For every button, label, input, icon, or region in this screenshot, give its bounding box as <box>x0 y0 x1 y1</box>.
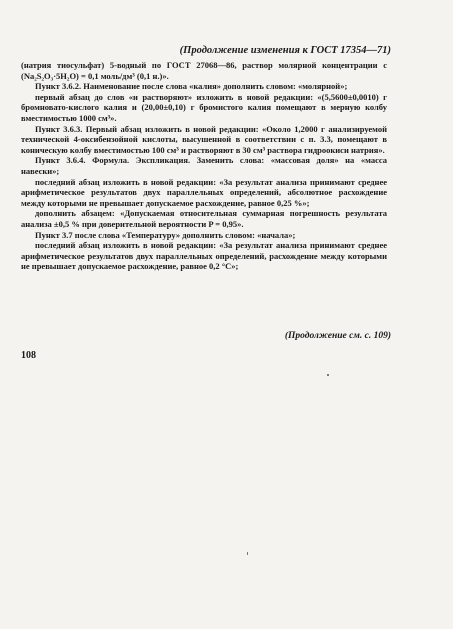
paragraph: первый абзац до слов «и растворяют» изложить в новой редакции: «(5,5600±0,0010) г бромновато-кислого калия и (20,00±0,10) г бромистого калия помещают в мерную колбу вместимостью 1000 см³». <box>21 91 387 123</box>
page-number: 108 <box>21 350 36 361</box>
continued-note: (Продолжение см. с. 109) <box>284 331 391 341</box>
paragraph: Пункт 3.6.4. Формула. Экспликация. Заменить слова: «массовая доля» на «масса навески»; <box>21 155 387 176</box>
paragraph: Пункт 3.7 после слова «Температуру» дополнить словом: «начала»; <box>35 229 296 240</box>
scan-speck <box>327 374 329 376</box>
body-text <box>21 60 387 272</box>
paragraph: последний абзац изложить в новой редакции: «За результат анализа принимают среднее арифметическое результатов двух параллельных определений, расхождение между которыми не превышает допускаемое расхождение, равное 0,2 °С»; <box>21 240 387 272</box>
paragraph: Пункт 3.6.3. Первый абзац изложить в новой редакции: «Около 1,2000 г анализируемой технической 4-оксибензойной кислоты, высушенной в соответствии с п. 3.3, помещают в коническую колбу вместимостью 100 см³ и растворяют в 30 см³ раствора гидроокиси натрия». <box>21 123 387 155</box>
scan-speck <box>247 552 248 555</box>
paragraph: последний абзац изложить в новой редакции: «За результат анализа принимают среднее арифметическое результатов двух параллельных определений, абсолютное расхождение между которыми не превышает допускаемое расхождение, равное 0,25 %»; <box>21 176 387 208</box>
continuation-header: (Продолжение изменения к ГОСТ 17354—71) <box>179 45 391 56</box>
paragraph: Пункт 3.6.2. Наименование после слова «калия» дополнить словом: «молярной»; <box>35 81 348 92</box>
paragraph: дополнить абзацем: «Допускаемая относительная суммарная погрешность результата анализа ±0,5 % при доверительной вероятности P = 0,95». <box>21 208 387 229</box>
paragraph: (натрия тиосульфат) 5-водный по ГОСТ 27068—86, раствор молярной концентрации с (Na₂S₂O₃·5H₂O) = 0,1 моль/дм³ (0,1 н.)». <box>21 60 387 81</box>
